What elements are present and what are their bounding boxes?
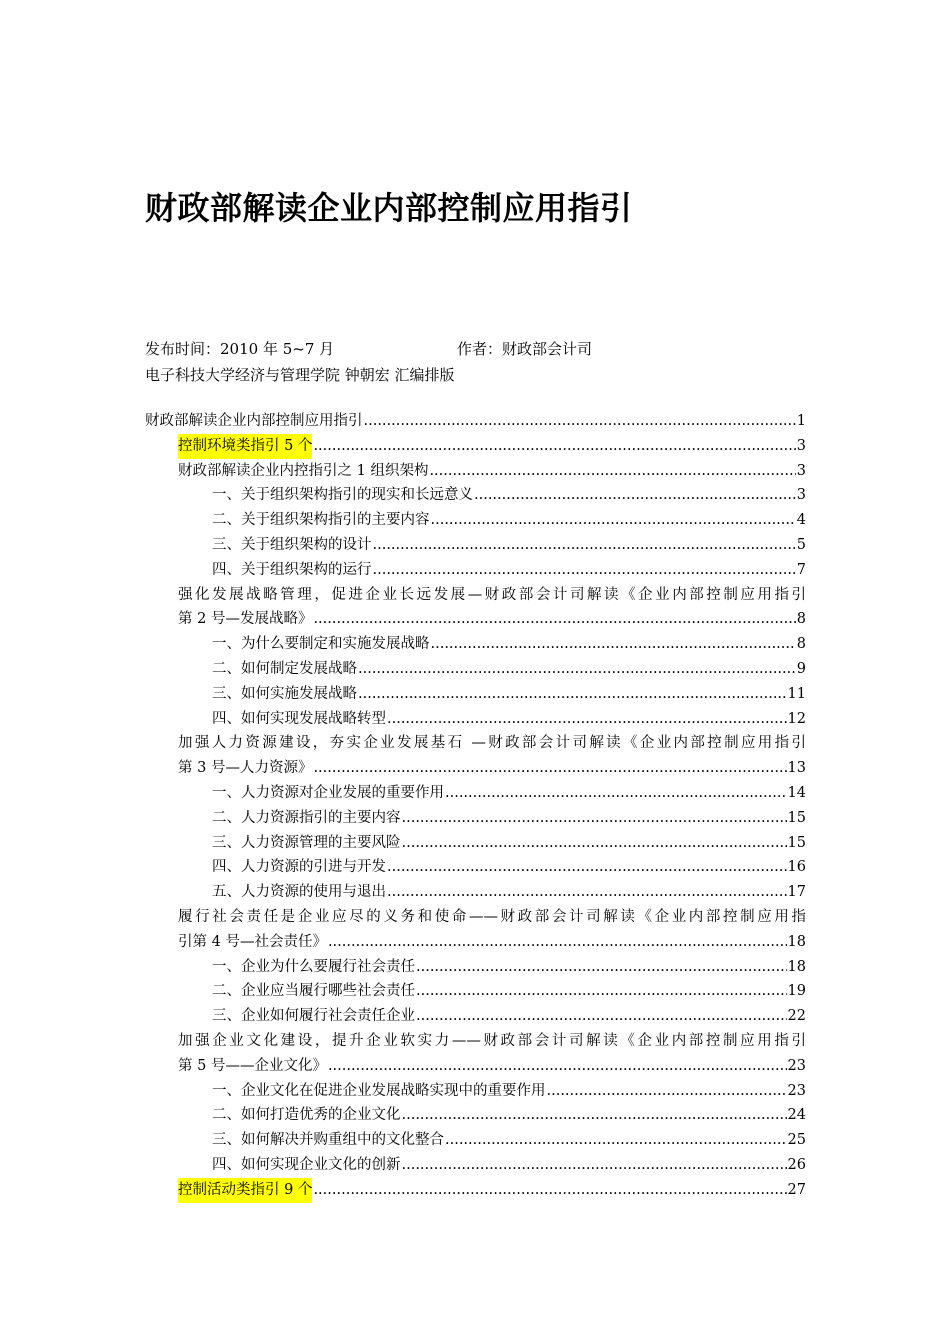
toc-dot-leader xyxy=(416,979,787,1004)
toc-entry-line xyxy=(145,1153,806,1178)
toc-dot-leader xyxy=(373,558,796,583)
toc-dot-leader xyxy=(387,707,787,732)
toc-page-number: 1 xyxy=(796,413,806,429)
toc-dot-leader xyxy=(416,1004,787,1029)
toc-entry-line xyxy=(145,409,806,434)
toc-entry[interactable] xyxy=(145,1178,806,1203)
toc-dot-leader xyxy=(547,1079,787,1104)
toc-page-number: 18 xyxy=(787,933,806,950)
toc-entry[interactable] xyxy=(145,806,806,831)
toc-page-number: 27 xyxy=(787,1181,806,1198)
toc-entry-text: 财政部解读企业内控指引之 1 组织架构 xyxy=(178,462,429,479)
toc-dot-leader xyxy=(364,409,796,434)
toc-entry-line xyxy=(145,831,806,856)
toc-entry-line xyxy=(145,707,806,732)
toc-entry[interactable] xyxy=(145,434,806,459)
toc-entry[interactable] xyxy=(145,533,806,558)
toc-entry-line xyxy=(145,657,806,682)
toc-page-number: 18 xyxy=(787,958,806,975)
toc-entry-text: 二、人力资源指引的主要内容 xyxy=(212,809,401,826)
toc-entry-text: 一、为什么要制定和实施发展战略 xyxy=(212,636,430,653)
toc-entry[interactable] xyxy=(145,682,806,707)
toc-entry[interactable] xyxy=(145,459,806,484)
toc-entry-line xyxy=(145,1079,806,1104)
table-of-contents xyxy=(145,409,806,1203)
document-title: 财政部解读企业内部控制应用指引 xyxy=(145,189,633,227)
toc-entry-text: 第 3 号—人力资源》 xyxy=(178,760,313,777)
toc-page-number: 13 xyxy=(787,760,806,777)
toc-dot-leader xyxy=(313,434,795,459)
toc-entry-text: 四、如何实现企业文化的创新 xyxy=(212,1156,401,1173)
toc-entry-text: 控制环境类指引 5 个 xyxy=(178,434,312,459)
toc-entry-text: 二、关于组织架构指引的主要内容 xyxy=(212,512,430,529)
toc-entry-text: 三、关于组织架构的设计 xyxy=(212,536,372,553)
toc-entry[interactable] xyxy=(145,1004,806,1029)
toc-entry-line xyxy=(145,508,806,533)
toc-entry-line xyxy=(145,1128,806,1153)
toc-entry[interactable] xyxy=(145,1103,806,1128)
toc-page-number: 23 xyxy=(787,1082,806,1099)
toc-entry-text: 二、企业应当履行哪些社会责任 xyxy=(212,983,415,1000)
toc-dot-leader xyxy=(402,806,787,831)
toc-page-number: 8 xyxy=(796,636,806,653)
toc-page-number: 24 xyxy=(787,1107,806,1124)
toc-dot-leader xyxy=(358,657,796,682)
toc-entry-line xyxy=(145,459,806,484)
toc-entry[interactable] xyxy=(145,955,806,980)
toc-entry[interactable] xyxy=(145,1153,806,1178)
toc-dot-leader xyxy=(445,781,787,806)
publish-time: 发布时间：2010 年 5~7 月 xyxy=(145,340,335,358)
publish-info xyxy=(145,338,593,359)
toc-entry-line xyxy=(145,806,806,831)
toc-entry-text: 三、企业如何履行社会责任企业 xyxy=(212,1008,415,1025)
toc-entry-line xyxy=(145,880,806,905)
toc-entry-text: 四、关于组织架构的运行 xyxy=(212,561,372,578)
toc-entry-line xyxy=(145,1178,806,1203)
toc-entry-text: 四、人力资源的引进与开发 xyxy=(212,859,386,876)
toc-entry[interactable] xyxy=(145,979,806,1004)
toc-entry[interactable] xyxy=(145,657,806,682)
toc-entry-line xyxy=(145,1103,806,1128)
toc-dot-leader xyxy=(373,533,796,558)
toc-entry-line xyxy=(145,632,806,657)
toc-dot-leader xyxy=(431,508,796,533)
toc-page-number: 17 xyxy=(787,884,806,901)
toc-page-number: 8 xyxy=(796,611,806,628)
toc-page-number: 25 xyxy=(787,1132,806,1149)
toc-dot-leader xyxy=(431,632,796,657)
toc-dot-leader xyxy=(387,880,787,905)
toc-page-number: 11 xyxy=(787,685,806,702)
toc-entry-text: 一、企业文化在促进企业发展战略实现中的重要作用 xyxy=(212,1082,546,1099)
toc-dot-leader xyxy=(313,756,786,781)
toc-entry-text: 一、关于组织架构指引的现实和长远意义 xyxy=(212,487,473,504)
toc-entry[interactable] xyxy=(145,583,806,633)
toc-page-number: 5 xyxy=(796,536,806,553)
toc-page-number: 15 xyxy=(787,809,806,826)
toc-entry-line xyxy=(145,558,806,583)
toc-entry-text: 第 2 号—发展战略》 xyxy=(178,611,313,628)
toc-entry-text: 第 5 号——企业文化》 xyxy=(178,1057,327,1074)
toc-entry-text: 一、人力资源对企业发展的重要作用 xyxy=(212,784,444,801)
toc-dot-leader xyxy=(402,1103,787,1128)
toc-page-number: 3 xyxy=(796,437,806,454)
toc-entry[interactable] xyxy=(145,483,806,508)
toc-entry-line xyxy=(145,434,806,459)
toc-entry[interactable] xyxy=(145,880,806,905)
toc-entry[interactable] xyxy=(145,707,806,732)
toc-entry[interactable] xyxy=(145,831,806,856)
toc-entry-text: 三、如何解决并购重组中的文化整合 xyxy=(212,1132,444,1149)
toc-dot-leader xyxy=(313,607,795,632)
toc-entry-text-line1: 履行社会责任是企业应尽的义务和使命——财政部会计司解读《企业内部控制应用指 xyxy=(178,908,806,925)
toc-entry[interactable] xyxy=(145,508,806,533)
author: 作者：财政部会计司 xyxy=(457,340,593,358)
toc-entry-line xyxy=(145,607,806,632)
toc-entry-line xyxy=(145,955,806,980)
toc-entry-line xyxy=(145,483,806,508)
toc-entry-line xyxy=(145,1054,806,1079)
toc-entry-line xyxy=(145,756,806,781)
toc-page-number: 9 xyxy=(796,660,806,677)
toc-entry[interactable] xyxy=(145,855,806,880)
toc-entry[interactable] xyxy=(145,731,806,781)
toc-entry-text: 四、如何实现发展战略转型 xyxy=(212,710,386,727)
toc-dot-leader xyxy=(328,930,787,955)
toc-entry-line xyxy=(145,979,806,1004)
toc-page-number: 26 xyxy=(787,1156,806,1173)
toc-page-number: 3 xyxy=(796,487,806,504)
toc-entry-text-line1: 强化发展战略管理，促进企业长远发展—财政部会计司解读《企业内部控制应用指引 xyxy=(178,586,806,603)
toc-dot-leader xyxy=(313,1178,786,1203)
toc-entry[interactable] xyxy=(145,558,806,583)
toc-entry[interactable] xyxy=(145,905,806,955)
compiler-info: 电子科技大学经济与管理学院 钟朝宏 汇编排版 xyxy=(145,366,455,384)
toc-entry-line xyxy=(145,781,806,806)
toc-page-number: 3 xyxy=(796,462,806,479)
toc-dot-leader xyxy=(445,1128,787,1153)
toc-page-number: 22 xyxy=(787,1008,806,1025)
toc-entry-text: 二、如何打造优秀的企业文化 xyxy=(212,1107,401,1124)
toc-page-number: 15 xyxy=(787,834,806,851)
toc-entry[interactable] xyxy=(145,409,806,434)
toc-entry-text: 三、人力资源管理的主要风险 xyxy=(212,834,401,851)
toc-entry-line xyxy=(145,533,806,558)
toc-page-number: 12 xyxy=(787,710,806,727)
toc-dot-leader xyxy=(328,1054,787,1079)
toc-entry-text: 五、人力资源的使用与退出 xyxy=(212,884,386,901)
toc-entry-text: 三、如何实施发展战略 xyxy=(212,685,357,702)
toc-page-number: 16 xyxy=(787,859,806,876)
toc-dot-leader xyxy=(358,682,787,707)
toc-entry-text-line1: 加强企业文化建设，提升企业软实力——财政部会计司解读《企业内部控制应用指引 xyxy=(178,1032,806,1049)
toc-entry[interactable] xyxy=(145,1029,806,1079)
toc-entry-text: 引第 4 号—社会责任》 xyxy=(178,933,327,950)
toc-entry[interactable] xyxy=(145,781,806,806)
toc-entry-text-line1: 加强人力资源建设，夯实企业发展基石 —财政部会计司解读《企业内部控制应用指引 xyxy=(178,735,806,752)
toc-entry-text: 控制活动类指引 9 个 xyxy=(178,1178,312,1203)
toc-page-number: 4 xyxy=(796,512,806,529)
toc-page-number: 19 xyxy=(787,983,806,1000)
toc-dot-leader xyxy=(416,955,787,980)
toc-entry-text: 财政部解读企业内部控制应用指引 xyxy=(145,413,363,429)
toc-entry-text: 一、企业为什么要履行社会责任 xyxy=(212,958,415,975)
toc-entry[interactable] xyxy=(145,632,806,657)
toc-page-number: 14 xyxy=(787,784,806,801)
toc-page-number: 23 xyxy=(787,1057,806,1074)
toc-dot-leader xyxy=(387,855,787,880)
toc-page-number: 7 xyxy=(796,561,806,578)
toc-entry-text: 二、如何制定发展战略 xyxy=(212,660,357,677)
toc-entry-line xyxy=(145,930,806,955)
toc-dot-leader xyxy=(402,831,787,856)
toc-entry-line xyxy=(145,855,806,880)
toc-dot-leader xyxy=(429,459,795,484)
toc-dot-leader xyxy=(402,1153,787,1178)
toc-entry[interactable] xyxy=(145,1128,806,1153)
toc-dot-leader xyxy=(474,483,796,508)
toc-entry[interactable] xyxy=(145,1079,806,1104)
toc-entry-line xyxy=(145,1004,806,1029)
toc-entry-line xyxy=(145,682,806,707)
